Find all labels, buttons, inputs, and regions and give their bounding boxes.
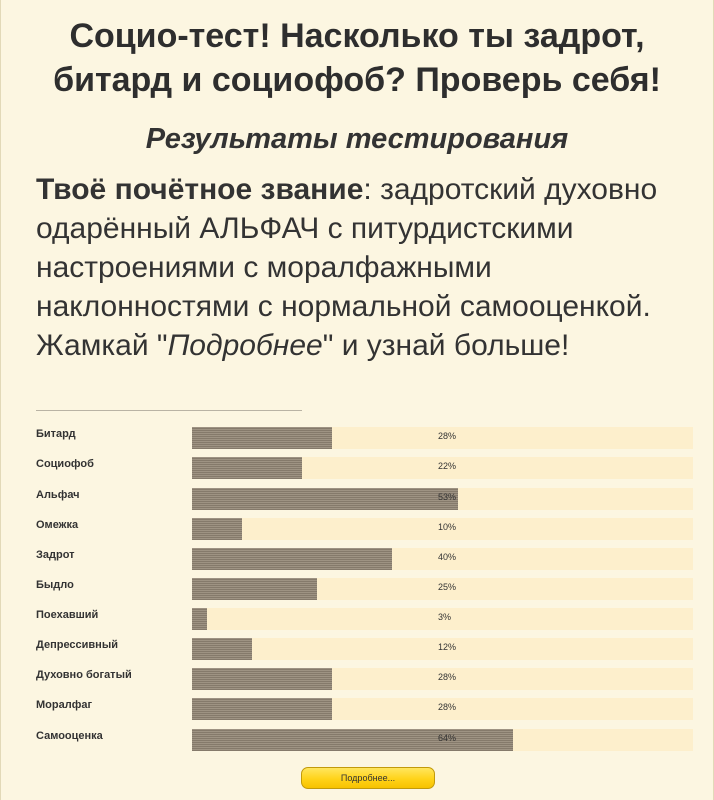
stat-percent: 10% (438, 522, 457, 532)
result-link-word: Подробнее (167, 329, 323, 362)
stat-track (192, 518, 693, 540)
stat-bar (192, 638, 252, 660)
result-description-end: " и узнай больше! (322, 329, 570, 362)
stat-track (192, 488, 693, 510)
stat-track (192, 427, 693, 449)
stat-row (0, 427, 714, 449)
stat-bar (192, 578, 317, 600)
stat-bar (192, 457, 302, 479)
stat-percent: 28% (438, 431, 457, 441)
stat-track (192, 457, 693, 479)
stat-label: Быдло (36, 579, 74, 591)
stat-row (0, 457, 714, 479)
stat-row (0, 548, 714, 570)
stat-bar (192, 427, 332, 449)
stat-bar (192, 548, 392, 570)
stat-label: Духовно богатый (36, 669, 132, 681)
stat-percent: 22% (438, 461, 457, 471)
stat-label: Самооценка (36, 730, 103, 742)
stat-label: Моралфаг (36, 699, 93, 711)
page-title: Социо-тест! Насколько ты задрот, битард и социофоб? Проверь себя! (53, 17, 661, 99)
stat-percent: 28% (438, 672, 457, 682)
stat-track (192, 729, 693, 751)
stat-label: Поехавший (36, 609, 99, 621)
stat-track (192, 638, 693, 660)
stat-label: Омежка (36, 519, 79, 531)
stat-percent: 40% (438, 552, 457, 562)
stat-row (0, 668, 714, 690)
results-subtitle: Результаты тестирования (145, 123, 569, 155)
stat-bar (192, 698, 332, 720)
stat-label: Депрессивный (36, 639, 118, 651)
stat-track (192, 578, 693, 600)
stat-row (0, 638, 714, 660)
more-button[interactable]: Подробнее... (301, 767, 435, 789)
stat-row (0, 578, 714, 600)
stat-track (192, 548, 693, 570)
divider (36, 410, 302, 411)
stat-percent: 53% (438, 492, 457, 502)
stat-row (0, 518, 714, 540)
stat-bar (192, 488, 458, 510)
stat-percent: 12% (438, 642, 457, 652)
stat-row (0, 608, 714, 630)
stat-percent: 3% (438, 612, 452, 622)
result-text (36, 170, 704, 365)
stat-label: Битард (36, 428, 76, 440)
stat-bar (192, 518, 242, 540)
stat-bar (192, 668, 332, 690)
stat-row (0, 488, 714, 510)
stat-percent: 25% (438, 582, 457, 592)
stat-label: Задрот (36, 549, 75, 561)
stat-percent: 64% (438, 733, 457, 743)
stat-row (0, 698, 714, 720)
stat-bar (192, 729, 513, 751)
stat-percent: 28% (438, 702, 457, 712)
stat-row (0, 729, 714, 751)
stat-track (192, 668, 693, 690)
stat-bar (192, 608, 207, 630)
stat-label: Альфач (36, 489, 80, 501)
result-description: : задротский духовно одарённый АЛЬФАЧ с питурдистскими настроениями с моралфажными наклонностями с нормальной самооценкой. Жамкай " (36, 173, 658, 362)
result-label: Твоё почётное звание (36, 173, 364, 206)
stat-track (192, 608, 693, 630)
stat-track (192, 698, 693, 720)
stat-label: Социофоб (36, 458, 94, 470)
